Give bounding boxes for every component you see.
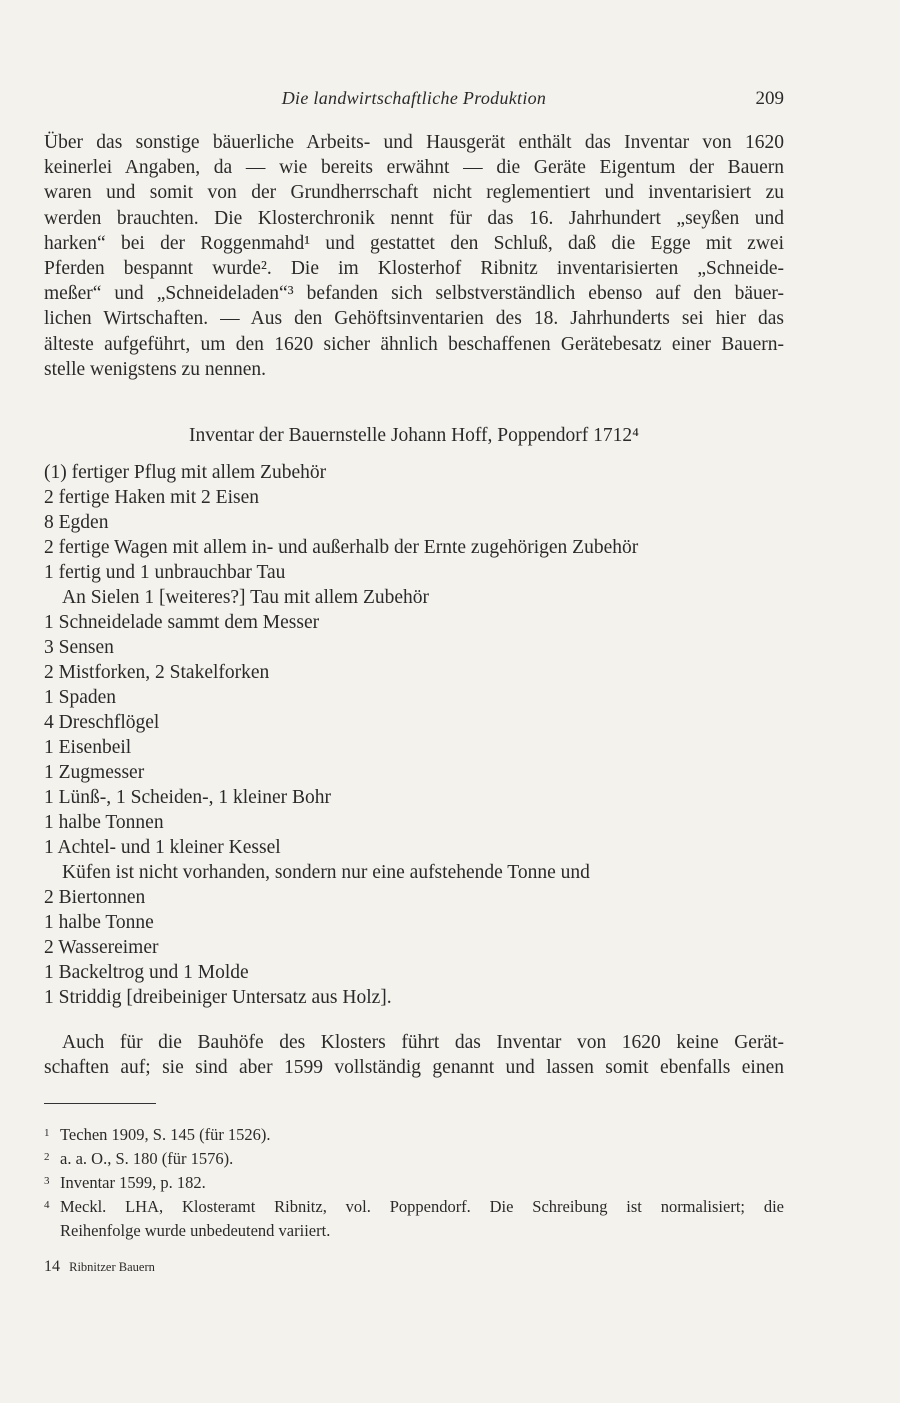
footnote-text: a. a. O., S. 180 (für 1576). (60, 1149, 234, 1168)
footnote-text: Techen 1909, S. 145 (für 1526). (60, 1125, 271, 1144)
footnote-mark: 1 (44, 1127, 50, 1139)
paragraph-line: schaften auf; sie sind aber 1599 vollständig genannt und lassen somit ebenfalls einen (44, 1057, 784, 1079)
footnote-3 (44, 1171, 784, 1195)
inventory-list (44, 460, 784, 1010)
footnotes (44, 1123, 784, 1243)
footnote-text: Meckl. LHA, Klosteramt Ribnitz, vol. Poppendorf. Die Schreibung ist normalisiert; die (60, 1197, 784, 1216)
inventory-item: 2 fertige Haken mit 2 Eisen (44, 487, 259, 508)
inventory-item: 1 halbe Tonnen (44, 812, 164, 833)
paragraph-bauhoefe (44, 1030, 784, 1080)
footnote-1 (44, 1123, 784, 1147)
paragraph-line: lichen Wirtschaften. — Aus den Gehöftsinventarien des 18. Jahrhunderts sei hier das (44, 308, 784, 330)
paragraph-tools (44, 130, 784, 382)
inventory-item: 1 Schneidelade sammt dem Messer (44, 612, 320, 633)
inventory-item: 1 fertig und 1 unbrauchbar Tau (44, 562, 286, 583)
paragraph-line: Pferden bespannt wurde². Die im Klosterhof Ribnitz inventarisierten „Schneide- (44, 258, 784, 280)
inventory-item: 2 Wassereimer (44, 937, 159, 958)
inventory-item: Küfen ist nicht vorhanden, sondern nur eine aufstehende Tonne und (62, 862, 590, 883)
inventory-title: Inventar der Bauernstelle Johann Hoff, Poppendorf 1712⁴ (189, 425, 639, 446)
footnote-mark: 2 (44, 1151, 50, 1163)
inventory-item: 1 Striddig [dreibeiniger Untersatz aus Holz]. (44, 987, 392, 1008)
inventory-item: 1 Zugmesser (44, 762, 145, 783)
footnote-mark: 3 (44, 1175, 50, 1187)
paragraph-line: stelle wenigstens zu nennen. (44, 358, 267, 380)
inventory-item: 1 Eisenbeil (44, 737, 132, 758)
paragraph-line: älteste aufgeführt, um den 1620 sicher ähnlich beschaffenen Gerätebesatz einer Bauern- (44, 333, 784, 355)
footnote-text: Inventar 1599, p. 182. (60, 1173, 206, 1192)
inventory-item: 2 Mistforken, 2 Stakelforken (44, 662, 270, 683)
inventory-item: 8 Egden (44, 512, 109, 533)
paragraph-line: Über das sonstige bäuerliche Arbeits- und Hausgerät enthält das Inventar von 1620 (44, 132, 784, 153)
paragraph-line: werden brauchten. Die Klosterchronik nennt für das 16. Jahrhundert „seyßen und (44, 207, 784, 229)
inventory-item: 1 Lünß-, 1 Scheiden-, 1 kleiner Bohr (44, 787, 332, 808)
inventory-item: 4 Dreschflögel (44, 712, 160, 733)
page-number: 209 (755, 88, 784, 109)
signature-text: Ribnitzer Bauern (69, 1260, 155, 1274)
paragraph-line: Auch für die Bauhöfe des Klosters führt das Inventar von 1620 keine Gerät- (62, 1032, 784, 1053)
inventory-item: 3 Sensen (44, 637, 114, 658)
inventory-item: 1 Backeltrog und 1 Molde (44, 962, 249, 983)
inventory-item: 1 Spaden (44, 687, 117, 708)
running-title: Die landwirtschaftliche Produktion (281, 88, 547, 108)
paragraph-line: keinerlei Angaben, da — wie bereits erwähnt — die Geräte Eigentum der Bauern (44, 157, 784, 179)
footnote-2 (44, 1147, 784, 1171)
footnote-mark: 4 (44, 1199, 50, 1211)
footnote-rule (44, 1103, 156, 1104)
paragraph-line: waren und somit von der Grundherrschaft nicht reglementiert und inventarisiert zu (44, 182, 784, 204)
inventory-item: An Sielen 1 [weiteres?] Tau mit allem Zubehör (62, 587, 430, 608)
inventory-item: 2 fertige Wagen mit allem in- und außerhalb der Ernte zugehörigen Zubehör (44, 537, 639, 558)
paragraph-line: meßer“ und „Schneideladen“³ befanden sich selbstverständlich ebenso auf den bäuer- (44, 283, 784, 305)
paragraph-line: harken“ bei der Roggenmahd¹ und gestattet den Schluß, daß die Egge mit zwei (44, 232, 784, 254)
running-head (44, 88, 784, 114)
inventory-item: 1 halbe Tonne (44, 912, 154, 933)
printer-signature (44, 1258, 155, 1276)
inventory-item: (1) fertiger Pflug mit allem Zubehör (44, 462, 327, 483)
footnote-4 (44, 1195, 784, 1243)
inventory-item: 1 Achtel- und 1 kleiner Kessel (44, 837, 281, 858)
inventory-item: 2 Biertonnen (44, 887, 146, 908)
footnote-text: Reihenfolge wurde unbedeutend variiert. (60, 1221, 331, 1240)
signature-number: 14 (44, 1258, 60, 1275)
